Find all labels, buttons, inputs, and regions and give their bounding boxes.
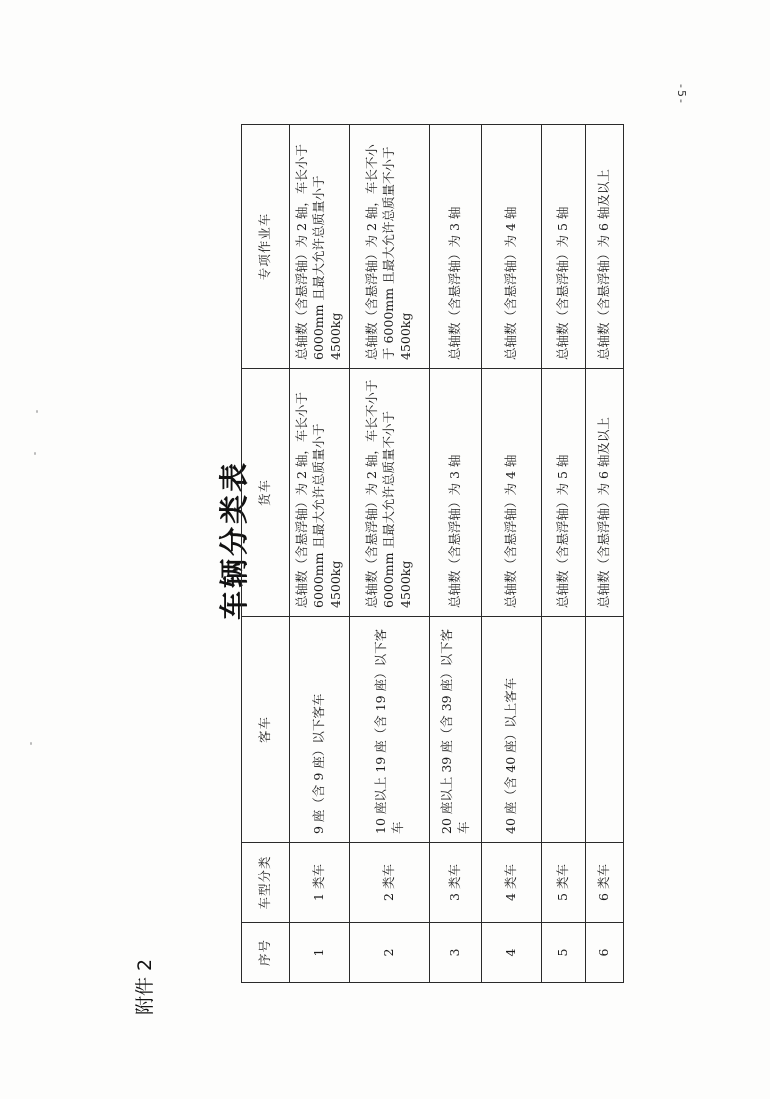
cell-passenger: 9 座（含 9 座）以下客车 xyxy=(290,617,350,843)
cell-special: 总轴数（含悬浮轴）为 3 轴 xyxy=(430,125,482,369)
cell-cargo: 总轴数（含悬浮轴）为 4 轴 xyxy=(482,369,542,617)
page-number: -5- xyxy=(675,84,688,105)
cell-special: 总轴数（含悬浮轴）为 2 轴，车长不小于 6000mm 且最大允许总质量不小于 4500kg xyxy=(350,125,430,369)
cell-special: 总轴数（含悬浮轴）为 6 轴及以上 xyxy=(586,125,624,369)
table-row xyxy=(350,125,430,983)
table-row xyxy=(290,125,350,983)
cell-index: 3 xyxy=(430,923,482,983)
cell-type: 2 类车 xyxy=(350,843,430,923)
cell-passenger: 20 座以上 39 座（含 39 座）以下客车 xyxy=(430,617,482,843)
cell-cargo: 总轴数（含悬浮轴）为 3 轴 xyxy=(430,369,482,617)
cell-index: 4 xyxy=(482,923,542,983)
scan-speck xyxy=(36,410,38,413)
cell-passenger: 40 座（含 40 座）以上客车 xyxy=(482,617,542,843)
cell-cargo: 总轴数（含悬浮轴）为 2 轴，车长小于 6000mm 且最大允许总质量小于 4500kg xyxy=(290,369,350,617)
cell-type: 3 类车 xyxy=(430,843,482,923)
cell-passenger xyxy=(586,617,624,843)
cell-cargo: 总轴数（含悬浮轴）为 2 轴，车长不小于 6000mm 且最大允许总质量不小于 4500kg xyxy=(350,369,430,617)
cell-index: 1 xyxy=(290,923,350,983)
cell-passenger: 10 座以上 19 座（含 19 座）以下客车 xyxy=(350,617,430,843)
table-row xyxy=(586,125,624,983)
header-passenger: 客车 xyxy=(242,617,290,843)
header-special: 专项作业车 xyxy=(242,125,290,369)
cell-index: 6 xyxy=(586,923,624,983)
table-row xyxy=(542,125,586,983)
cell-index: 5 xyxy=(542,923,586,983)
cell-special: 总轴数（含悬浮轴）为 4 轴 xyxy=(482,125,542,369)
cell-type: 5 类车 xyxy=(542,843,586,923)
table-row xyxy=(430,125,482,983)
page-title: 车辆分类表 xyxy=(217,459,251,620)
cell-passenger xyxy=(542,617,586,843)
header-cargo: 货车 xyxy=(242,369,290,617)
cell-index: 2 xyxy=(350,923,430,983)
header-index: 序号 xyxy=(242,923,290,983)
table-row xyxy=(482,125,542,983)
scan-speck xyxy=(34,452,36,455)
cell-cargo: 总轴数（含悬浮轴）为 6 轴及以上 xyxy=(586,369,624,617)
attachment-label: 附件 2 xyxy=(134,958,156,1015)
vehicle-classification-table xyxy=(241,125,623,983)
table-header-row xyxy=(242,125,290,983)
cell-special: 总轴数（含悬浮轴）为 2 轴，车长小于 6000mm 且最大允许总质量小于 4500kg xyxy=(290,125,350,369)
cell-type: 4 类车 xyxy=(482,843,542,923)
cell-type: 1 类车 xyxy=(290,843,350,923)
cell-cargo: 总轴数（含悬浮轴）为 5 轴 xyxy=(542,369,586,617)
cell-special: 总轴数（含悬浮轴）为 5 轴 xyxy=(542,125,586,369)
header-type: 车型分类 xyxy=(242,843,290,923)
cell-type: 6 类车 xyxy=(586,843,624,923)
scan-speck xyxy=(30,742,32,745)
